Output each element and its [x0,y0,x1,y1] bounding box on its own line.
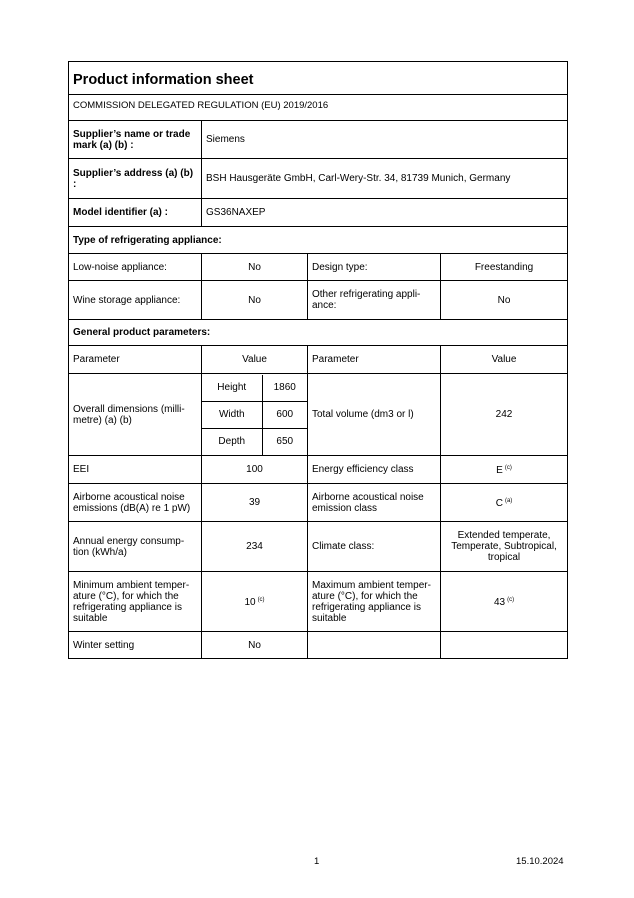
dimensions-values [202,374,308,456]
other-refrigerating-value: No [441,281,568,320]
noise-class-note: (a) [504,498,513,504]
min-ambient-note: (c) [257,597,265,603]
noise-emissions-value: 39 [202,484,308,522]
annual-energy-value: 234 [202,522,308,572]
width-label: Width [202,401,262,428]
product-information-table [68,61,568,659]
max-ambient-note: (c) [507,597,515,603]
supplier-address-value: BSH Hausgeräte GmbH, Carl-Wery-Str. 34, 81739 Munich, Germany [202,159,568,199]
type-section-heading: Type of refrigerating appliance: [69,227,568,254]
header-parameter-right: Parameter [308,346,441,374]
wine-storage-value: No [202,281,308,320]
winter-setting-value: No [202,632,308,659]
annual-energy-label: Annual energy consump-tion (kWh/a) [69,522,202,572]
max-ambient-label: Maximum ambient temper-ature (°C), for which the refrigerating appliance is suitable [308,572,441,632]
depth-value: 650 [276,436,294,447]
wine-storage-label: Wine storage appliance: [69,281,202,320]
climate-class-value: Extended temperate, Temperate, Subtropical, tropical [441,522,568,572]
min-ambient-value: 10 [244,597,256,608]
low-noise-label: Low-noise appliance: [69,254,202,281]
max-ambient-cell [441,572,568,632]
noise-class-label: Airborne acoustical noise emission class [308,484,441,522]
height-label: Height [202,375,262,402]
dimensions-subtable [202,375,307,455]
other-refrigerating-label: Other refrigerating appli-ance: [308,281,441,320]
height-value: 1860 [262,375,307,402]
depth-label: Depth [202,428,262,455]
energy-class-value: E [496,465,503,476]
climate-class-label: Climate class: [308,522,441,572]
supplier-name-label: Supplier’s name or trade mark (a) (b) : [69,121,202,159]
noise-emissions-label: Airborne acoustical noise emissions (dB(A) re 1 pW) [69,484,202,522]
header-value-right: Value [441,346,568,374]
noise-class-value: C [495,498,503,509]
dimensions-label: Overall dimensions (milli-metre) (a) (b) [69,374,202,456]
empty-cell-right-value [441,632,568,659]
supplier-name-value: Siemens [202,121,568,159]
empty-cell-right-label [308,632,441,659]
min-ambient-cell [202,572,308,632]
energy-class-note: (c) [504,465,512,471]
low-noise-value: No [202,254,308,281]
regulation-reference: COMMISSION DELEGATED REGULATION (EU) 2019/2016 [69,95,568,121]
width-value: 600 [262,401,307,428]
design-type-value: Freestanding [441,254,568,281]
general-section-heading: General product parameters: [69,320,568,346]
noise-class-cell [441,484,568,522]
header-value-left: Value [202,346,308,374]
energy-class-label: Energy efficiency class [308,456,441,484]
design-type-label: Design type: [308,254,441,281]
footer-date: 15.10.2024 [516,856,564,867]
min-ambient-label: Minimum ambient temper-ature (°C), for which the refrigerating appliance is suitable [69,572,202,632]
supplier-address-label: Supplier’s address (a) (b) : [69,159,202,199]
eei-value: 100 [202,456,308,484]
eei-label: EEI [69,456,202,484]
winter-setting-label: Winter setting [69,632,202,659]
model-identifier-label: Model identifier (a) : [69,199,202,227]
total-volume-value: 242 [441,374,568,456]
total-volume-label: Total volume (dm3 or l) [308,374,441,456]
header-parameter-left: Parameter [69,346,202,374]
model-identifier-value: GS36NAXEP [202,199,568,227]
sheet-title: Product information sheet [69,62,568,95]
max-ambient-value: 43 [493,597,506,608]
page-number: 1 [314,856,320,867]
energy-class-cell [441,456,568,484]
